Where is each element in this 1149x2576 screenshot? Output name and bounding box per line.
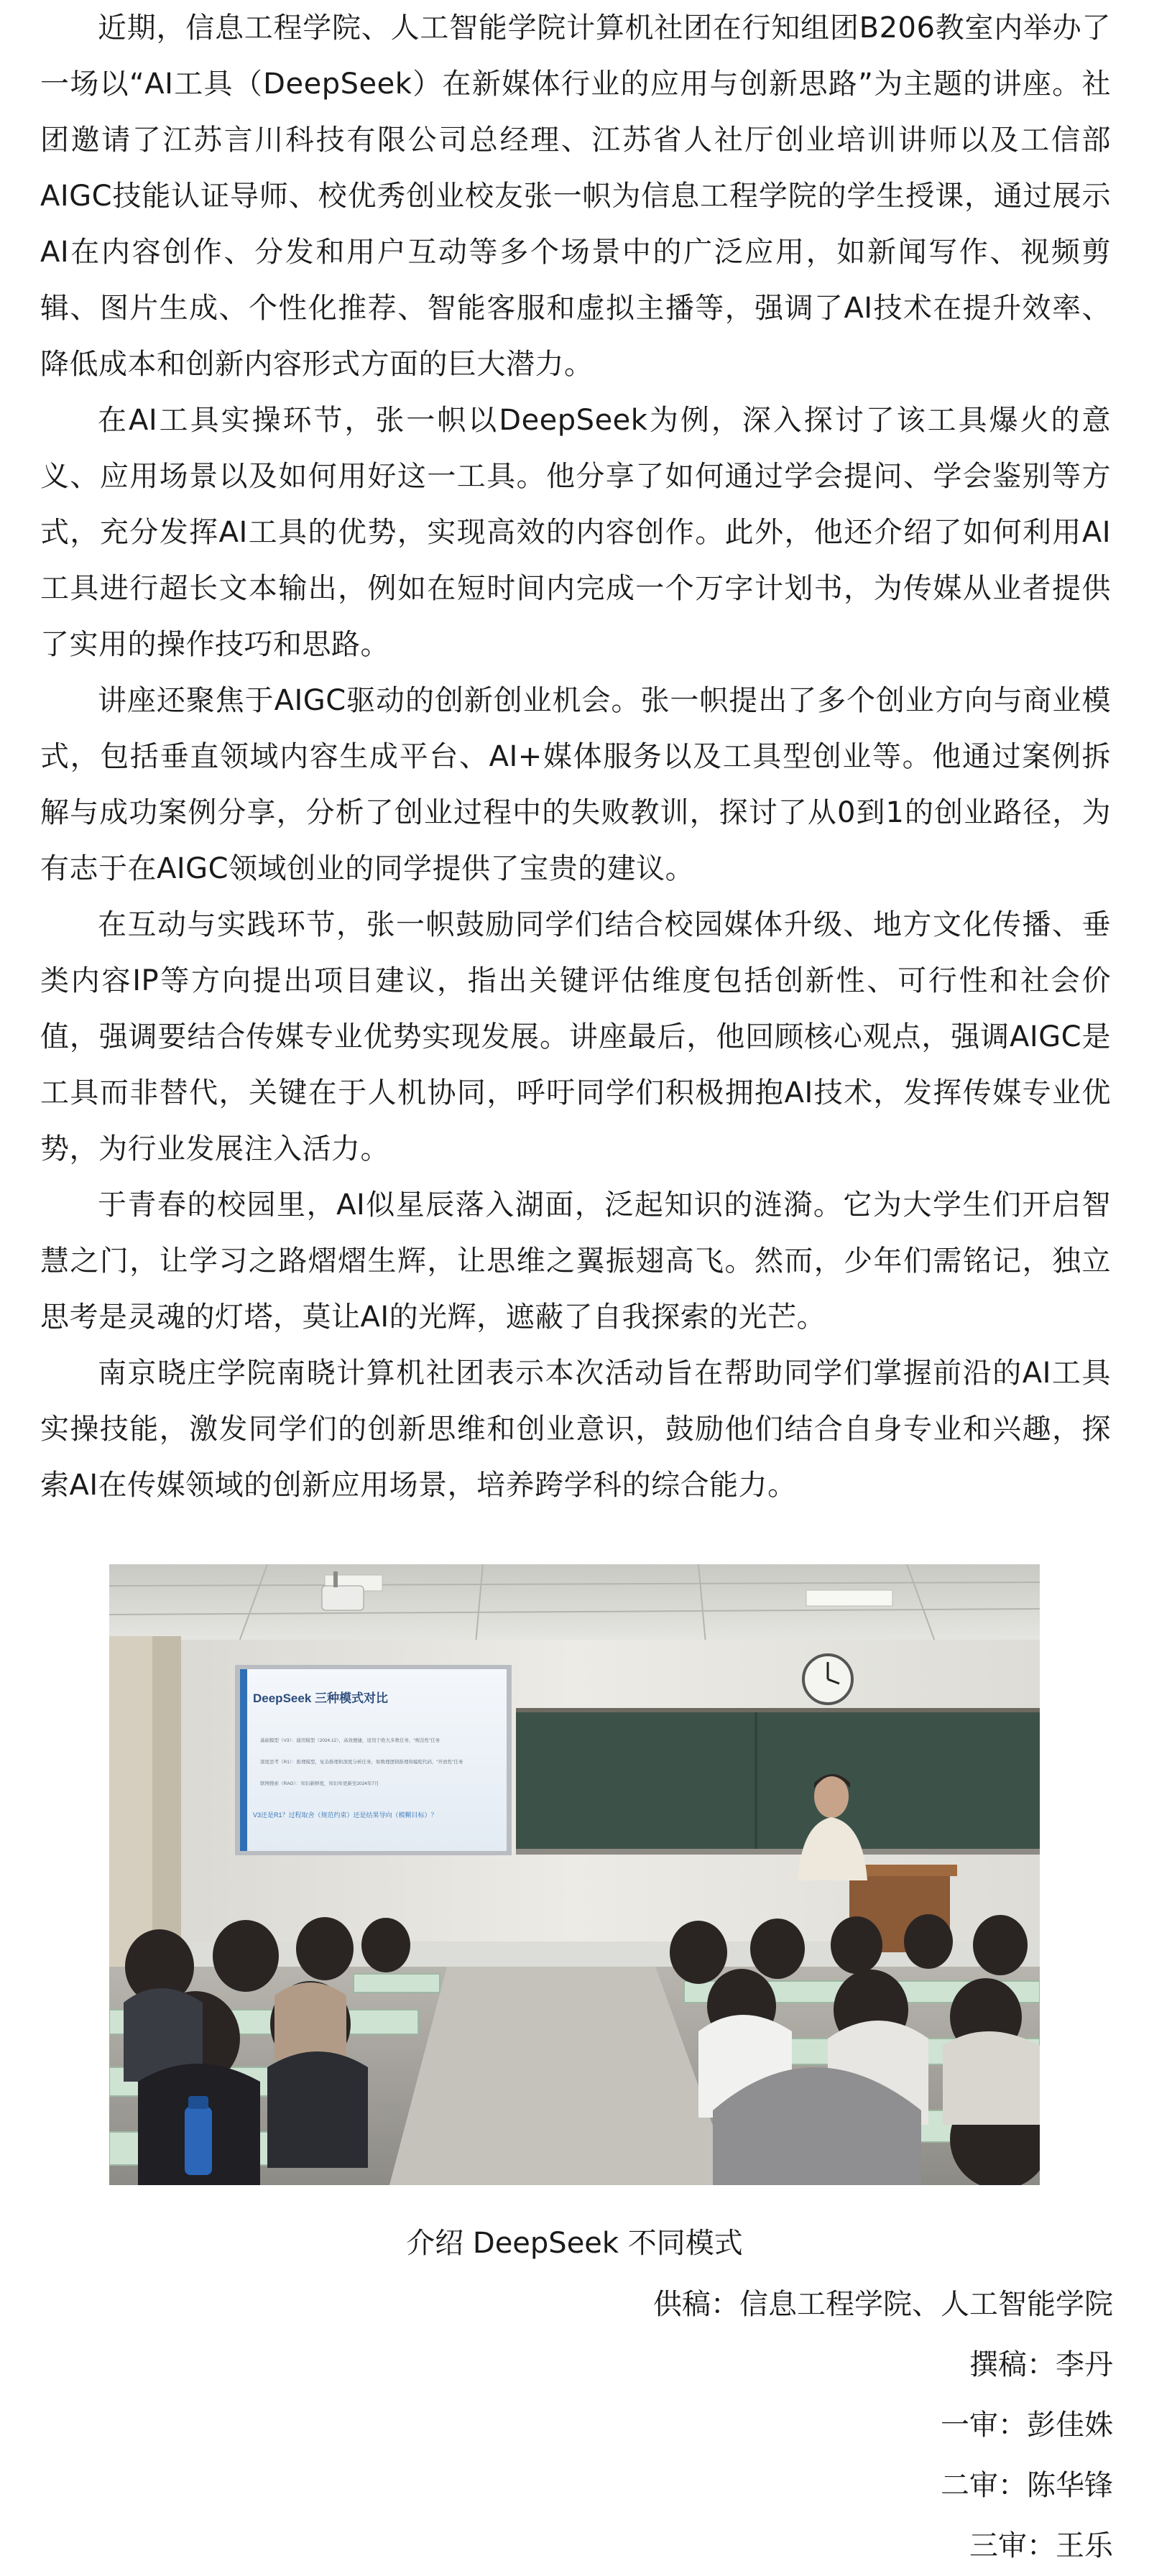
article-paragraph: 南京晓庄学院南晓计算机社团表示本次活动旨在帮助同学们掌握前沿的AI工具实操技能，激发同学们的创新思维和创业意识，鼓励他们结合自身专业和兴趣，探索AI在传媒领域的创新应用场景，培养跨学科的综合能力。 <box>40 1357 1111 1502</box>
article-paragraph: 于青春的校园里，AI似星辰落入湖面，泛起知识的涟漪。它为大学生们开启智慧之门，让学习之路熠熠生辉，让思维之翼振翅高飞。然而，少年们需铭记，独立思考是灵魂的灯塔，莫让AI的光辉，遮蔽了自我探索的光芒。 <box>40 1188 1111 1334</box>
credit-second-review: 二审：陈华锋 <box>941 2469 1113 2502</box>
slide-title: DeepSeek 三种模式对比 <box>253 1691 388 1705</box>
slide-bullet: 联网搜索（RAG）：知识新鲜度，知识库更新至2024年7月 <box>260 1781 379 1786</box>
classroom-scene <box>109 1564 1040 2185</box>
article-body <box>40 0 1111 1513</box>
credit-third-review: 三审：王乐 <box>969 2529 1113 2562</box>
credit-contributor: 供稿：信息工程学院、人工智能学院 <box>653 2288 1113 2321</box>
slide-bullet: 深度思考（R1）：推理模型，复杂推理和深度分析任务，如数理逻辑推理和编程代码，“开放性”任务 <box>260 1760 463 1765</box>
article-paragraph: 近期，信息工程学院、人工智能学院计算机社团在行知组团B206教室内举办了一场以“AI工具（DeepSeek）在新媒体行业的应用与创新思路”为主题的讲座。社团邀请了江苏言川科技有限公司总经理、江苏省人社厅创业培训讲师以及工信部AIGC技能认证导师、校优秀创业校友张一帜为信息工程学院的学生授课，通过展示AI在内容创作、分发和用户互动等多个场景中的广泛应用，如新闻写作、视频剪辑、图片生成、个性化推荐、智能客服和虚拟主播等，强调了AI技术在提升效率、降低成本和创新内容形式方面的巨大潜力。 <box>40 11 1111 381</box>
article-paragraph: 在互动与实践环节，张一帜鼓励同学们结合校园媒体升级、地方文化传播、垂类内容IP等方向提出项目建议，指出关键评估维度包括创新性、可行性和社会价值，强调要结合传媒专业优势实现发展。讲座最后，他回顾核心观点，强调AIGC是工具而非替代，关键在于人机协同，呼吁同学们积极拥抱AI技术，发挥传媒专业优势，为行业发展注入活力。 <box>40 908 1111 1165</box>
credit-first-review: 一审：彭佳姝 <box>941 2409 1113 2442</box>
credit-writer: 撰稿：李丹 <box>969 2348 1113 2381</box>
photo-caption: 介绍 DeepSeek 不同模式 <box>406 2227 743 2260</box>
article-paragraph: 在AI工具实操环节，张一帜以DeepSeek为例，深入探讨了该工具爆火的意义、应用场景以及如何用好这一工具。他分享了如何通过学会提问、学会鉴别等方式，充分发挥AI工具的优势，实现高效的内容创作。此外，他还介绍了如何利用AI工具进行超长文本输出，例如在短时间内完成一个万字计划书，为传媒从业者提供了实用的操作技巧和思路。 <box>40 404 1111 661</box>
lecture-photo <box>109 1564 1040 2185</box>
slide-bullet: 基础模型（V3）：通用模型（2024.12），高效便捷，适用于绝大多数任务，“规范性”任务 <box>260 1738 440 1743</box>
slide-question: V3还是R1？过程取舍（规范约束）还是结果导向（模糊目标）？ <box>253 1811 438 1819</box>
credits-block <box>653 2274 1113 2576</box>
article-paragraph: 讲座还聚焦于AIGC驱动的创新创业机会。张一帜提出了多个创业方向与商业模式，包括垂直领域内容生成平台、AI+媒体服务以及工具型创业等。他通过案例拆解与成功案例分享，分析了创业过程中的失败教训，探讨了从0到1的创业路径，为有志于在AIGC领域创业的同学提供了宝贵的建议。 <box>40 684 1111 885</box>
